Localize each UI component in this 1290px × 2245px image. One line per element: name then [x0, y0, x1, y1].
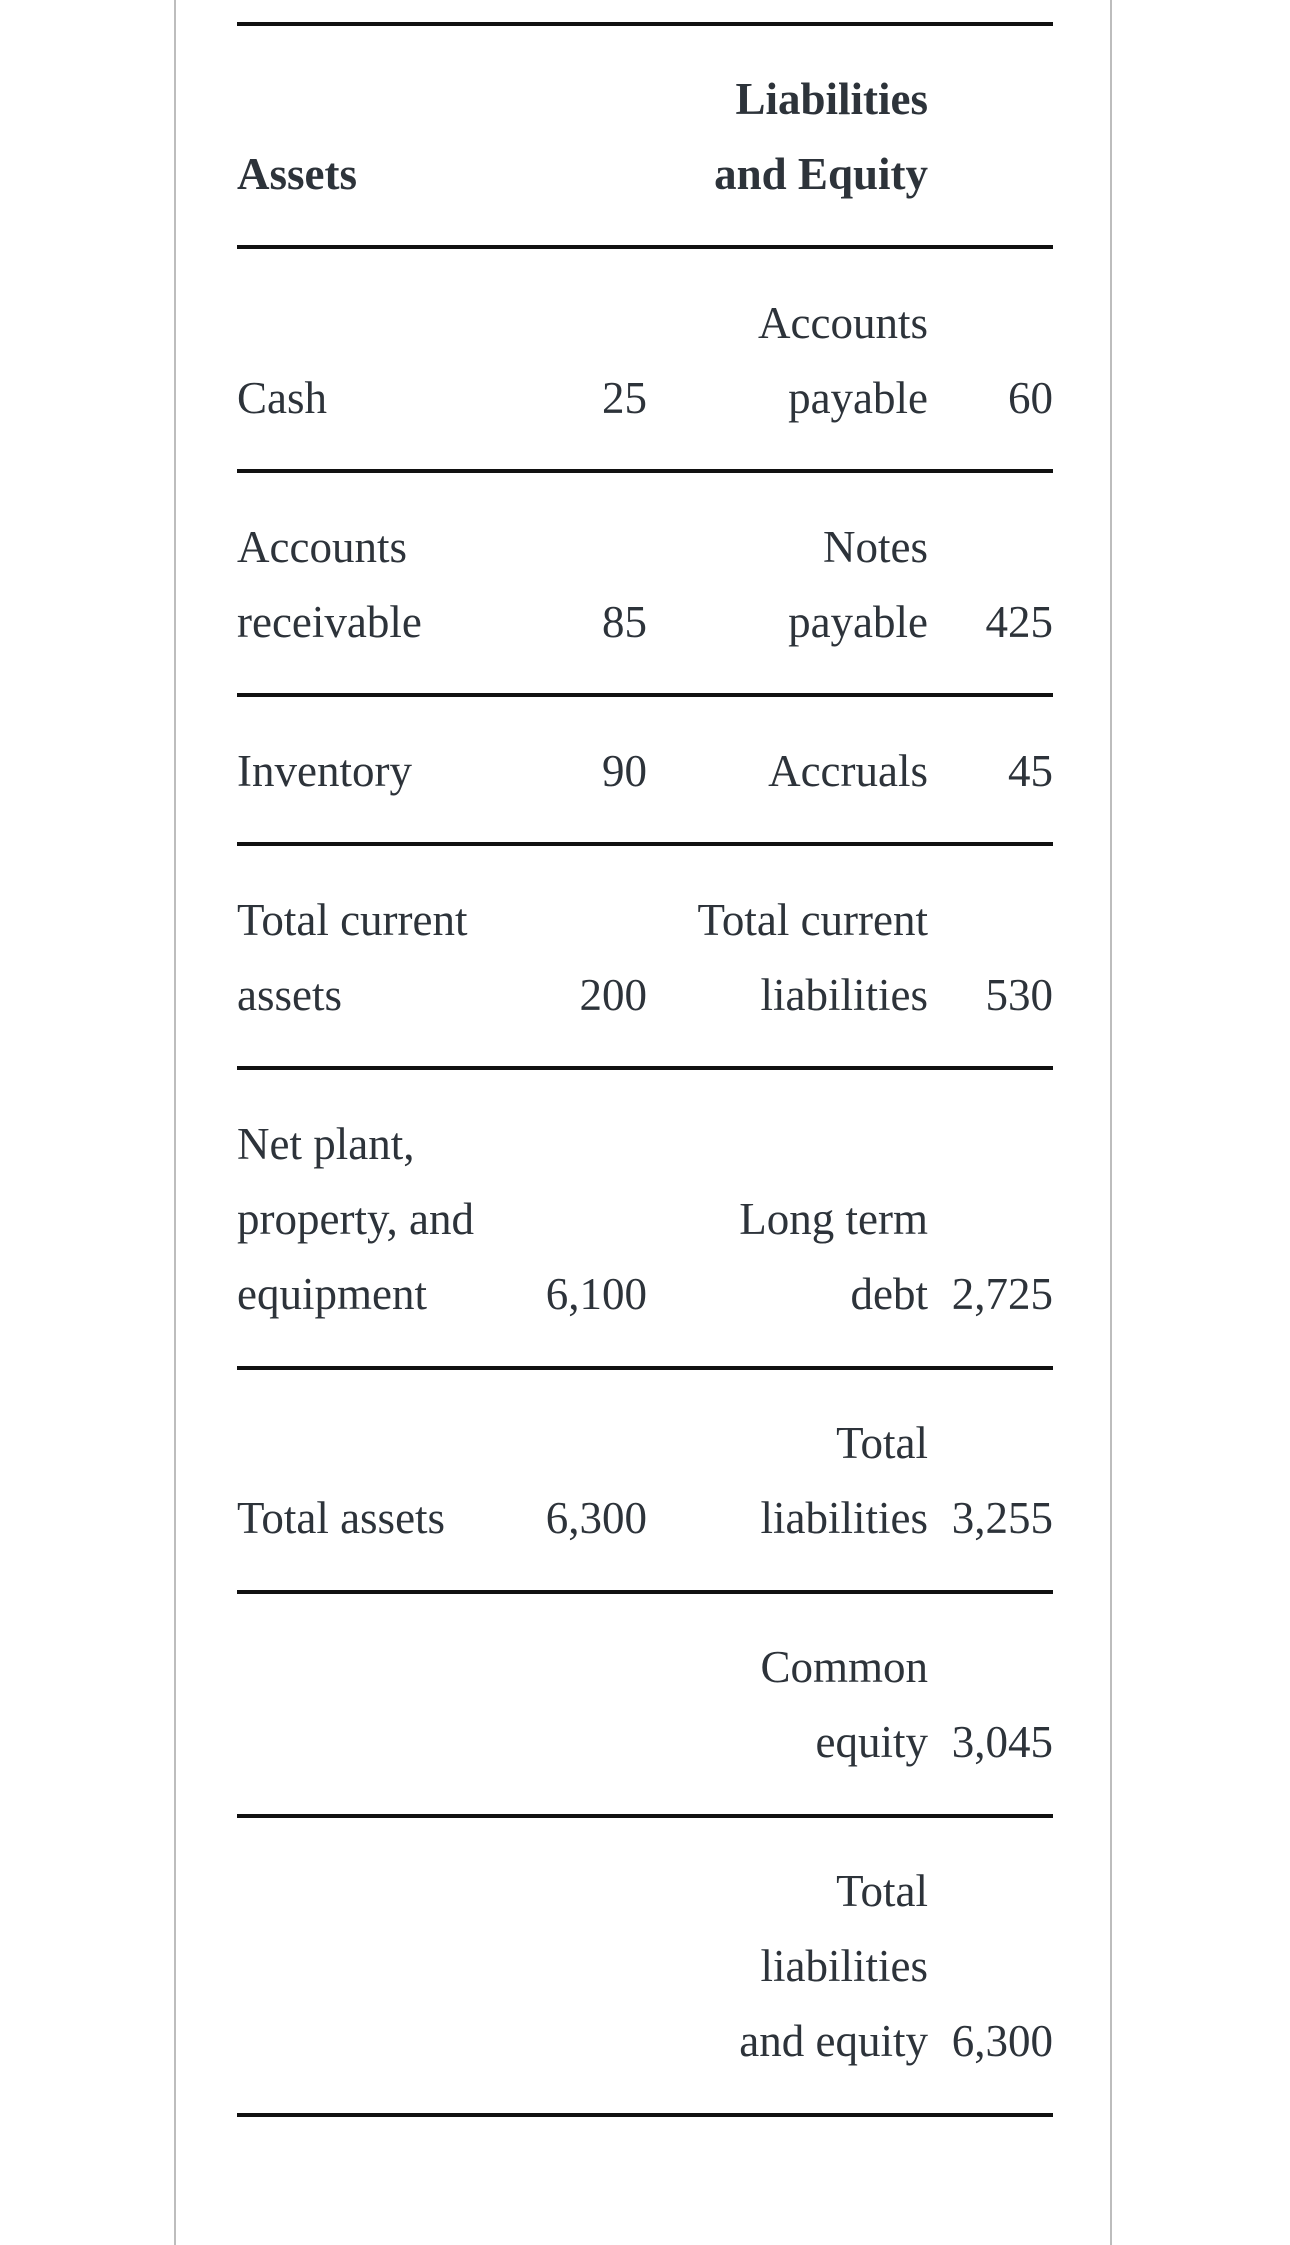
table-rule-row-6 — [237, 1590, 1053, 1594]
asset-label-total-current-assets: Total current assets — [237, 895, 468, 1020]
asset-label-inventory: Inventory — [237, 746, 412, 796]
table-rule-top — [237, 22, 1053, 26]
liability-label-long-term-debt: Long term debt — [739, 1194, 928, 1319]
asset-value-net-ppe: 6,100 — [545, 1269, 647, 1319]
asset-value-total-current-assets: 200 — [579, 970, 647, 1020]
liability-value-accruals: 45 — [1008, 746, 1053, 796]
asset-value-total-assets: 6,300 — [545, 1493, 647, 1543]
table-rule-row-7 — [237, 1814, 1053, 1818]
asset-label-cash: Cash — [237, 373, 327, 423]
asset-label-accounts-receivable: Accounts receivable — [237, 522, 422, 647]
liability-label-total-liabilities-and-equity: Total liabilities and equity — [739, 1866, 928, 2066]
liability-value-common-equity: 3,045 — [951, 1717, 1053, 1767]
table-rule-bottom — [237, 2113, 1053, 2117]
liability-value-long-term-debt: 2,725 — [951, 1269, 1053, 1319]
liability-value-total-liabilities-and-equity: 6,300 — [951, 2016, 1053, 2066]
table-rule-row-4 — [237, 1066, 1053, 1070]
liability-label-total-current-liabilities: Total current liabilities — [697, 895, 928, 1020]
liability-label-total-liabilities: Total liabilities — [760, 1418, 928, 1543]
liability-value-notes-payable: 425 — [985, 597, 1053, 647]
asset-label-total-assets: Total assets — [237, 1493, 446, 1543]
header-liabilities-equity: Liabilities and Equity — [714, 74, 928, 199]
asset-value-cash: 25 — [602, 373, 647, 423]
liability-value-total-current-liabilities: 530 — [985, 970, 1053, 1020]
liability-label-accruals: Accruals — [768, 746, 928, 796]
liability-value-accounts-payable: 60 — [1008, 373, 1053, 423]
asset-value-inventory: 90 — [602, 746, 647, 796]
liability-label-common-equity: Common equity — [760, 1642, 928, 1767]
table-rule-row-3 — [237, 842, 1053, 846]
table-rule-row-1 — [237, 469, 1053, 473]
asset-label-net-ppe: Net plant, property, and equipment — [237, 1119, 474, 1319]
liability-value-total-liabilities: 3,255 — [951, 1493, 1053, 1543]
liability-label-accounts-payable: Accounts payable — [758, 298, 928, 423]
table-rule-row-5 — [237, 1366, 1053, 1370]
table-rule-header — [237, 245, 1053, 249]
table-rule-row-2 — [237, 693, 1053, 697]
liability-label-notes-payable: Notes payable — [788, 522, 928, 647]
asset-value-accounts-receivable: 85 — [602, 597, 647, 647]
header-assets: Assets — [237, 149, 357, 199]
